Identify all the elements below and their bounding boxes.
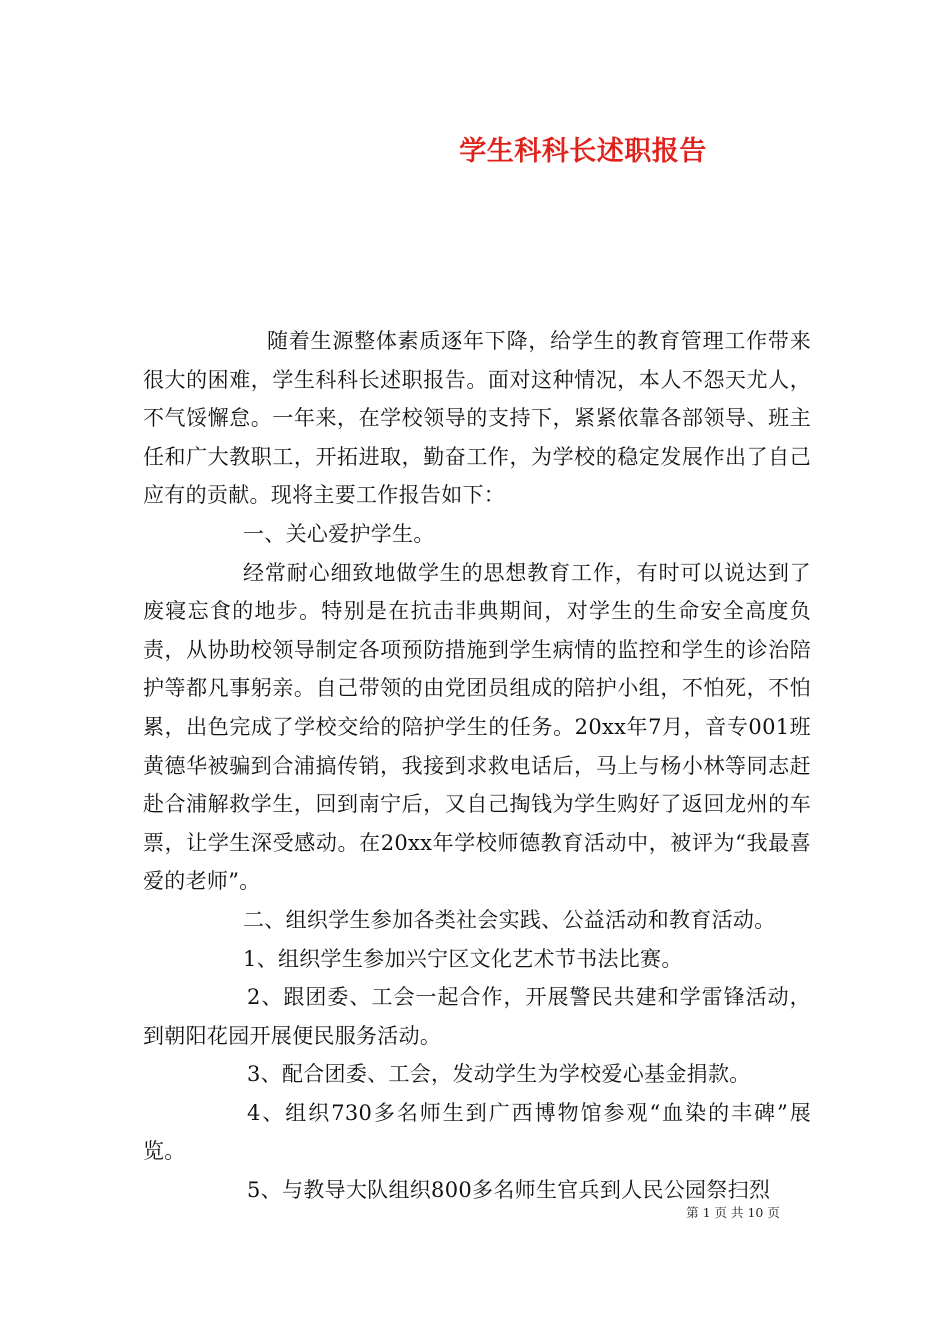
list-item-3: 3、配合团委、工会，发动学生为学校爱心基金捐款。	[247, 1062, 751, 1087]
page-footer: 第 1 页 共 10 页	[686, 1205, 780, 1220]
list-item-2: 2、跟团委、工会一起合作，开展警民共建和学雷锋活动，到朝阳花园开展便民服务活动。	[143, 985, 811, 1048]
document-body	[143, 322, 811, 1210]
paragraph-section-1: 经常耐心细致地做学生的思想教育工作，有时可以说达到了废寝忘食的地步。特别是在抗击非典期间，对学生的生命安全高度负责，从协助校领导制定各项预防措施到学生病情的监控和学生的诊治陪护等都凡事躬亲。自己带领的由党团员组成的陪护小组，不怕死，不怕累，出色完成了学校交给的陪护学生的任务。20xx年7月，音专001班黄德华被骗到合浦搞传销，我接到求救电话后，马上与杨小林等同志赶赴合浦解救学生，回到南宁后，又自己掏钱为学生购好了返回龙州的车票，让学生深受感动。在20xx年学校师德教育活动中，被评为“我最喜爱的老师”。	[143, 560, 811, 894]
document-title: 学生科科长述职报告	[459, 136, 707, 167]
section-heading-2: 二、组织学生参加各类社会实践、公益活动和教育活动。	[243, 907, 776, 932]
list-item-5: 5、与教导大队组织800多名师生官兵到人民公园祭扫烈	[247, 1178, 771, 1203]
list-item-4: 4、组织730多名师生到广西博物馆参观“血染的丰碑”展览。	[143, 1100, 811, 1164]
paragraph-intro: 随着生源整体素质逐年下降，给学生的教育管理工作带来很大的困难，学生科科长述职报告。面对这种情况，本人不怨天尤人，不气馁懈怠。一年来，在学校领导的支持下，紧紧依靠各部领导、班主任和广大教职工，开拓进取，勤奋工作，为学校的稳定发展作出了自己应有的贡献。现将主要工作报告如下：	[143, 329, 811, 508]
section-heading-1: 一、关心爱护学生。	[243, 521, 435, 546]
list-item-1: 1、组织学生参加兴宁区文化艺术节书法比赛。	[243, 946, 683, 971]
